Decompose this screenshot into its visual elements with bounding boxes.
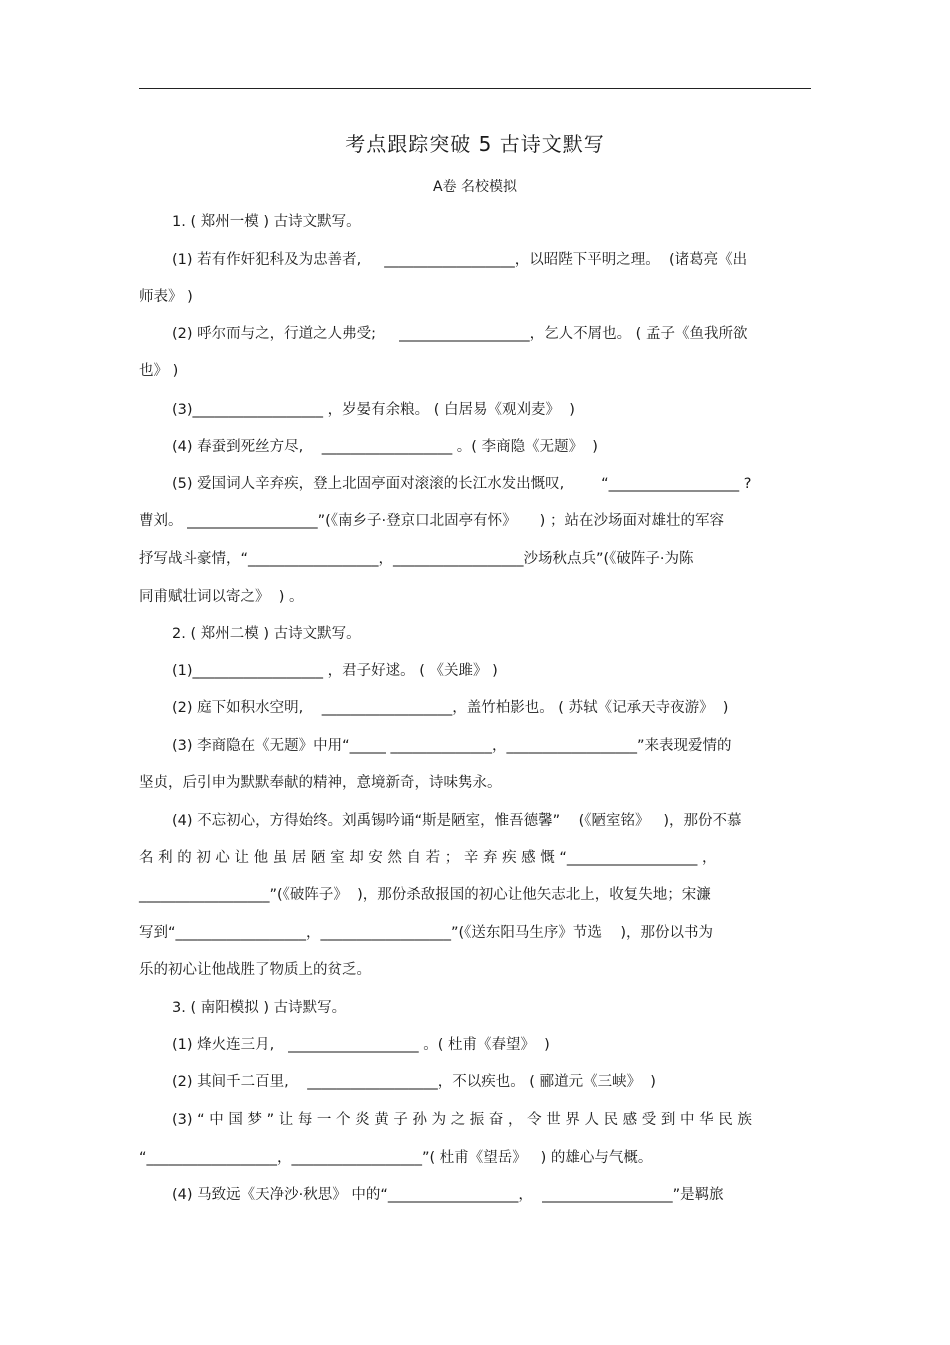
question-line: (2) 呼尔而与之，行道之人弗受; __________________，乞人不屑也。 ( 孟子《鱼我所欲 — [172, 326, 748, 342]
question-line: 写到“__________________，__________________”(《送东阳马生序》节选 )，那份以书为 — [139, 925, 714, 941]
question-line: (1) 烽火连三月, __________________ 。( 杜甫《春望》 ) — [172, 1037, 550, 1053]
question-line: (3) 李商隐在《无题》中用“_____ ______________，__________________”来表现爱情的 — [172, 738, 732, 754]
question-line: 坚贞，后引申为默默奉献的精神，意境新奇，诗味隽永。 — [139, 775, 502, 791]
question-line: (4) 不忘初心，方得始终。刘禹锡吟诵“斯是陋室，惟吾德馨” (《陋室铭》 )，那份不慕 — [172, 813, 742, 829]
question-line: (5) 爱国词人辛弃疾，登上北固亭面对滚滚的长江水发出慨叹, “__________________ ? — [172, 476, 752, 492]
question-3-heading: 3. ( 南阳模拟 ) 古诗默写。 — [172, 1000, 347, 1016]
question-line: 乐的初心让他战胜了物质上的贫乏。 — [139, 962, 371, 978]
section-subtitle: A卷 名校模拟 — [432, 179, 518, 195]
question-1-heading: 1. ( 郑州一模 ) 古诗文默写。 — [172, 214, 361, 230]
question-line: 抒写战斗豪情，“__________________，__________________沙场秋点兵”(《破阵子·为陈 — [139, 551, 694, 567]
top-rule — [139, 88, 811, 89]
question-line: (3)__________________ ，岁晏有余粮。 ( 白居易《观刈麦》 ) — [172, 402, 575, 418]
question-line: (4) 春蚕到死丝方尽, __________________ 。( 李商隐《无题》 ) — [172, 439, 598, 455]
question-line: (3) “ 中 国 梦 ” 让 每 一 个 炎 黄 子 孙 为 之 振 奋 ， 令 世 界 人 民 感 受 到 中 华 民 族 — [172, 1112, 752, 1128]
question-line: (2) 其间千二百里, __________________，不以疾也。 ( 郦道元《三峡》 ) — [172, 1074, 656, 1090]
question-line: 名 利 的 初 心 让 他 虽 居 陋 室 却 安 然 自 若 ； 辛 弃 疾 感 慨 “__________________ ， — [139, 850, 717, 866]
question-line: (2) 庭下如积水空明, __________________，盖竹柏影也。 ( 苏轼《记承天寺夜游》 ) — [172, 700, 729, 716]
question-line: 同甫赋壮词以寄之》 ) 。 — [139, 589, 304, 605]
question-line: “__________________，__________________”( 杜甫《望岳》 ) 的雄心与气概。 — [139, 1150, 653, 1166]
question-line: (1) 若有作奸犯科及为忠善者, __________________，以昭陛下平明之理。 (诸葛亮《出 — [172, 252, 748, 268]
question-line: (4) 马致远《天净沙·秋思》 中的“__________________， __________________”是羁旅 — [172, 1187, 724, 1203]
question-line: 师表》 ) — [139, 289, 193, 305]
question-2-heading: 2. ( 郑州二模 ) 古诗文默写。 — [172, 626, 361, 642]
question-line: 曹刘。 __________________”(《南乡子·登京口北固亭有怀》 ) ；站在沙场面对雄壮的军容 — [139, 513, 724, 529]
question-line: 也》 ) — [139, 363, 179, 379]
question-line: __________________”(《破阵子》 )，那份杀敌报国的初心让他矢志北上，收复失地；宋濂 — [139, 887, 711, 903]
page-title: 考点跟踪突破 5 古诗文默写 — [345, 132, 605, 156]
question-line: (1)__________________ ，君子好逑。 ( 《关雎》 ) — [172, 663, 498, 679]
